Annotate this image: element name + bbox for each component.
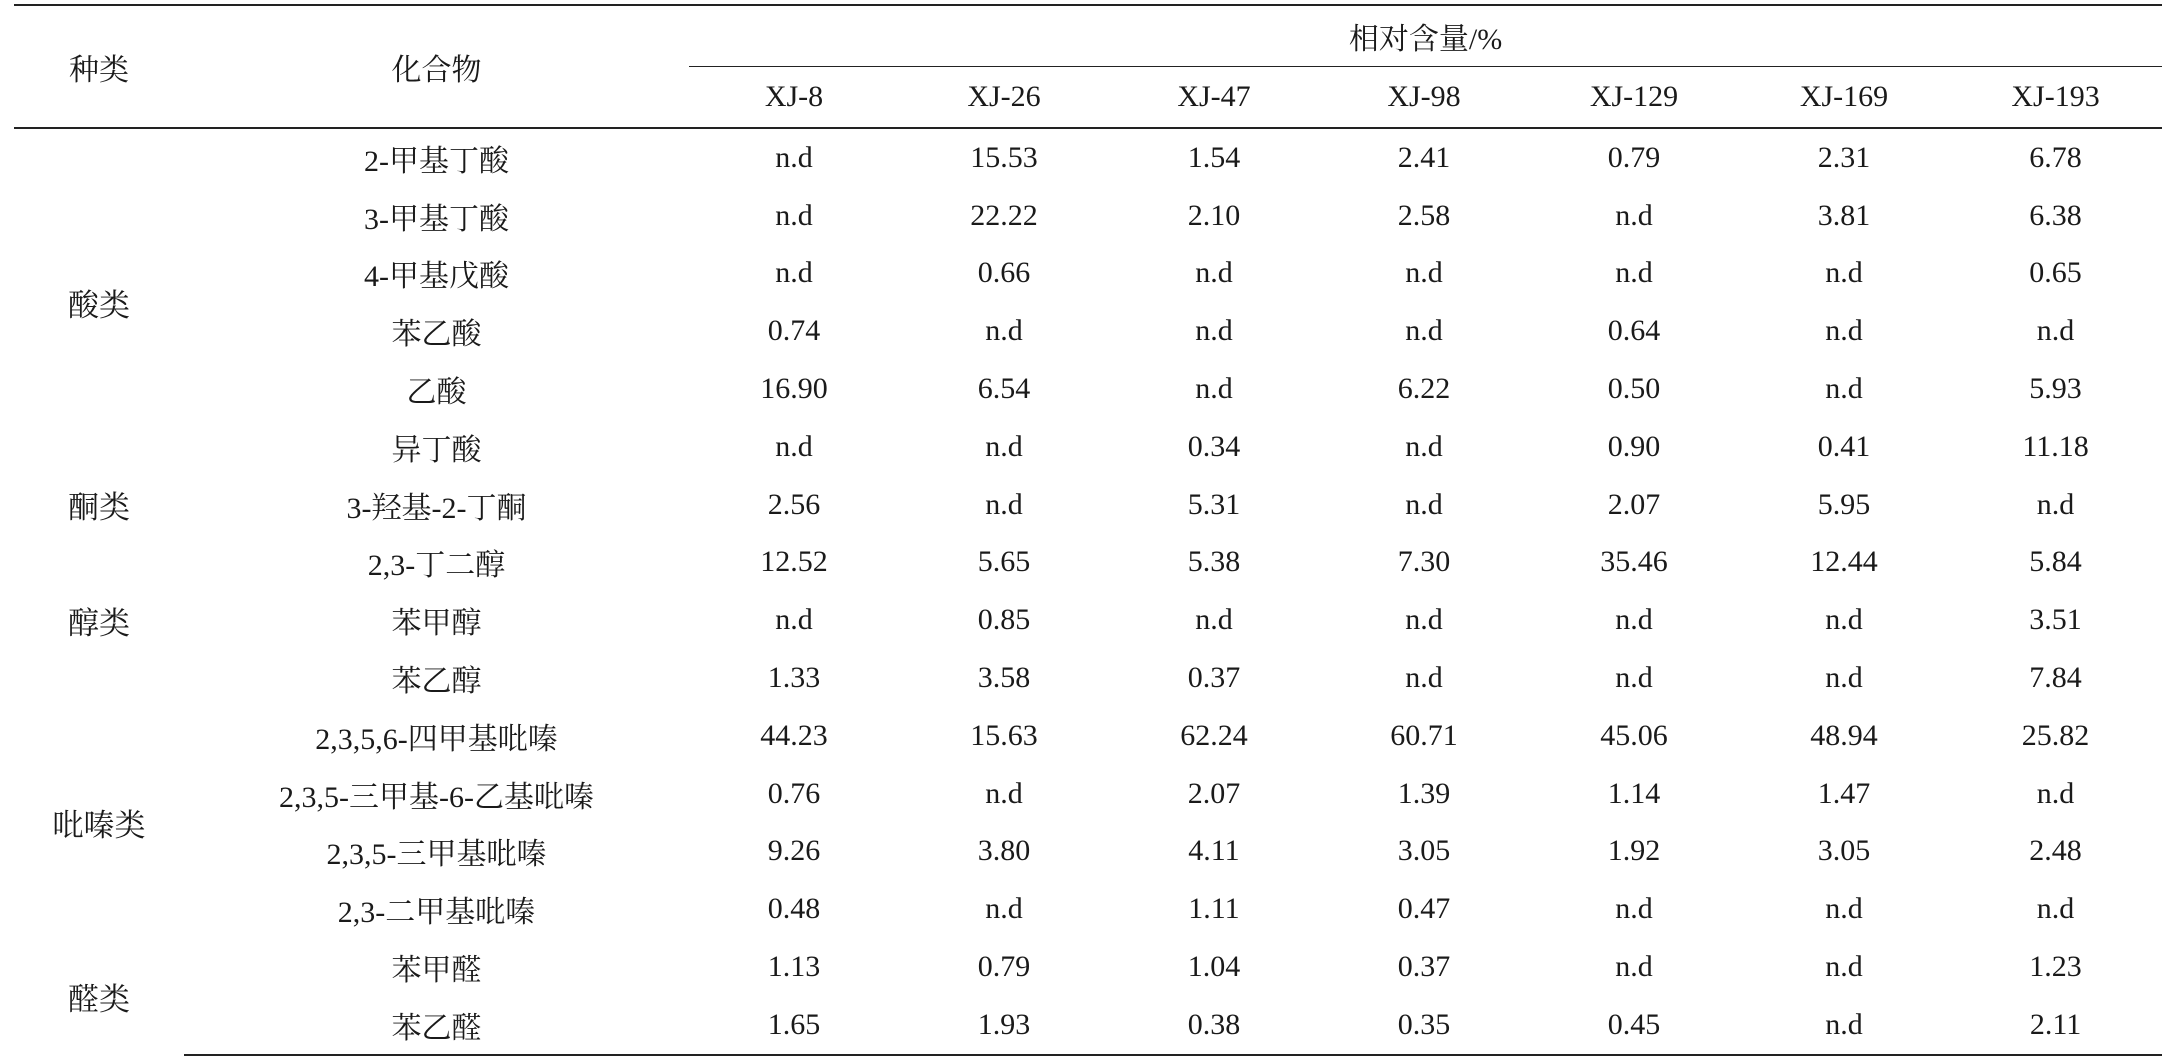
compound-cell: 2,3-丁二醇 [367,549,506,583]
header-relative-content: 相对含量/% [689,5,2162,67]
compound-cell: 异丁酸 [391,433,482,467]
value-cell: 12.44 [1810,545,1878,579]
category-cell: 醛类 [68,981,130,1017]
value-cell: n.d [1405,429,1443,463]
value-cell: 0.37 [1187,661,1241,695]
value-cell: n.d [1615,892,1653,926]
value-cell: 6.22 [1397,372,1451,406]
value-cell: 16.90 [760,372,828,406]
value-cell: 1.54 [1187,140,1241,174]
value-cell: 0.79 [1607,140,1661,174]
value-cell: 9.26 [767,834,821,868]
value-cell: 2.31 [1817,140,1871,174]
value-cell: 5.95 [1817,487,1871,521]
value-cell: 2.07 [1607,487,1661,521]
value-cell: 0.66 [977,256,1031,290]
value-cell: 0.90 [1607,429,1661,463]
value-cell: n.d [2036,487,2075,521]
header-sample: XJ-193 [1949,67,2162,129]
header-compound: 化合物 [184,5,689,128]
value-cell: 12.52 [760,545,828,579]
value-cell: 1.14 [1607,776,1661,810]
value-cell: 6.54 [977,372,1031,406]
table-row [14,128,2162,187]
value-cell: n.d [1825,314,1863,348]
value-cell: 3.51 [2029,603,2082,637]
value-cell: n.d [985,776,1023,810]
value-cell: n.d [1615,256,1653,290]
compound-cell: 2-甲基丁酸 [364,144,509,178]
table-row [14,534,2162,592]
value-cell: 2.10 [1187,198,1241,232]
value-cell: 3.58 [977,661,1031,695]
value-cell: n.d [1405,314,1443,348]
value-cell: 0.64 [1607,314,1661,348]
value-cell: 0.45 [1529,996,1739,1055]
value-cell: n.d [1825,950,1863,984]
header-sample: XJ-129 [1529,67,1739,129]
value-cell: 3.05 [1397,834,1451,868]
value-cell: n.d [1195,372,1233,406]
value-cell: 1.47 [1817,776,1871,810]
value-cell: 0.76 [767,776,821,810]
value-cell: n.d [2036,776,2075,810]
value-cell: 5.65 [977,545,1031,579]
table-row [14,649,2162,707]
value-cell: 62.24 [1180,718,1248,752]
value-cell: n.d [775,256,813,290]
value-cell: 1.33 [767,661,821,695]
compound-cell: 乙酸 [406,376,467,410]
value-cell: n.d [1615,198,1653,232]
value-cell: 3.80 [977,834,1031,868]
header-sample: XJ-169 [1739,67,1949,129]
value-cell: 0.34 [1187,429,1241,463]
value-cell: 5.84 [2029,545,2082,579]
value-cell: 1.93 [899,996,1109,1055]
value-cell: 2.41 [1397,140,1451,174]
table-row [14,823,2162,881]
value-cell: 6.38 [2029,198,2082,232]
value-cell: n.d [1405,487,1443,521]
value-cell: n.d [1195,256,1233,290]
value-cell: 0.48 [767,892,821,926]
value-cell: n.d [1825,892,1863,926]
value-cell: 0.50 [1607,372,1661,406]
value-cell: 22.22 [970,198,1038,232]
value-cell: 60.71 [1390,718,1458,752]
header-sample: XJ-98 [1319,67,1529,129]
data-table [14,4,2162,1056]
value-cell: 0.47 [1397,892,1451,926]
value-cell: 15.53 [970,140,1038,174]
value-cell: n.d [1825,661,1863,695]
value-cell: n.d [775,603,813,637]
compound-cell: 4-甲基戊酸 [364,260,509,294]
value-cell: 2.58 [1397,198,1451,232]
value-cell: n.d [775,140,813,174]
table-row [14,360,2162,418]
header-sample: XJ-47 [1109,67,1319,129]
value-cell: n.d [2036,314,2075,348]
value-cell: n.d [1739,996,1949,1055]
compound-cell: 3-甲基丁酸 [364,202,509,236]
value-cell: n.d [1405,603,1443,637]
value-cell: 45.06 [1600,718,1668,752]
table-row [14,996,2162,1055]
value-cell: 2.07 [1187,776,1241,810]
header-category: 种类 [14,5,184,128]
value-cell: n.d [1825,372,1863,406]
value-cell: 11.18 [2022,429,2089,463]
value-cell: n.d [775,198,813,232]
value-cell: 7.30 [1397,545,1451,579]
value-cell: 2.48 [2029,834,2082,868]
compound-cell: 2,3,5-三甲基吡嗪 [326,838,547,872]
value-cell: 0.85 [977,603,1031,637]
category-cell: 醇类 [68,605,130,641]
table-row [14,591,2162,649]
value-cell: 0.79 [977,950,1031,984]
compound-cell: 2,3-二甲基吡嗪 [337,896,536,930]
value-cell: 0.41 [1817,429,1871,463]
value-cell: n.d [2036,892,2075,926]
value-cell: n.d [985,892,1023,926]
value-cell: 0.74 [767,314,821,348]
value-cell: 7.84 [2029,661,2082,695]
value-cell: n.d [775,429,813,463]
value-cell: n.d [985,429,1023,463]
value-cell: 1.92 [1607,834,1661,868]
value-cell: 1.23 [2029,950,2082,984]
value-cell: 5.38 [1187,545,1241,579]
value-cell: n.d [985,314,1023,348]
table-row [14,418,2162,476]
compound-cell: 苯乙酸 [391,318,482,352]
table-row [14,476,2162,534]
value-cell: n.d [1615,950,1653,984]
value-cell: 0.65 [2029,256,2082,290]
value-cell: 2.11 [1949,996,2162,1055]
value-cell: n.d [1615,603,1653,637]
value-cell: 0.37 [1397,950,1451,984]
value-cell: 5.31 [1187,487,1241,521]
value-cell: 35.46 [1600,545,1668,579]
value-cell: n.d [1825,256,1863,290]
value-cell: 48.94 [1810,718,1878,752]
compound-cell: 3-羟基-2-丁酮 [346,491,527,525]
table-row [14,707,2162,765]
value-cell: 4.11 [1188,834,1240,868]
value-cell: 1.39 [1397,776,1451,810]
table-row [14,245,2162,303]
table-row [14,880,2162,938]
value-cell: n.d [1615,661,1653,695]
value-cell: 25.82 [2021,718,2090,752]
value-cell: 5.93 [2029,372,2082,406]
category-cell: 吡嗪类 [52,808,146,844]
value-cell: 15.63 [970,718,1038,752]
value-cell: n.d [1405,661,1443,695]
value-cell: 0.35 [1319,996,1529,1055]
value-cell: 1.11 [1188,892,1240,926]
compound-cell: 苯甲醛 [391,954,482,988]
value-cell: n.d [1195,314,1233,348]
category-cell: 酸类 [68,287,130,323]
value-cell: n.d [985,487,1023,521]
compound-cell: 2,3,5-三甲基-6-乙基吡嗪 [279,780,594,814]
table-row [14,302,2162,360]
value-cell: 1.65 [689,996,899,1055]
header-sample: XJ-26 [899,67,1109,129]
value-cell: 1.13 [767,950,821,984]
compound-cell: 苯乙醛 [184,996,689,1055]
value-cell: 6.78 [2029,140,2082,174]
table-row [14,765,2162,823]
table-row [14,187,2162,245]
value-cell: 1.04 [1187,950,1241,984]
value-cell: 0.38 [1109,996,1319,1055]
value-cell: n.d [1825,603,1863,637]
compound-cell: 2,3,5,6-四甲基吡嗪 [315,722,558,756]
table-body [14,128,2162,1055]
value-cell: n.d [1195,603,1233,637]
value-cell: 44.23 [760,718,828,752]
value-cell: 2.56 [767,487,821,521]
table-row [14,938,2162,996]
compound-cell: 苯乙醇 [391,665,482,699]
category-cell: 酮类 [68,490,130,526]
value-cell: n.d [1405,256,1443,290]
header-sample: XJ-8 [689,67,899,129]
value-cell: 3.81 [1817,198,1871,232]
compound-cell: 苯甲醇 [391,607,482,641]
value-cell: 3.05 [1817,834,1871,868]
